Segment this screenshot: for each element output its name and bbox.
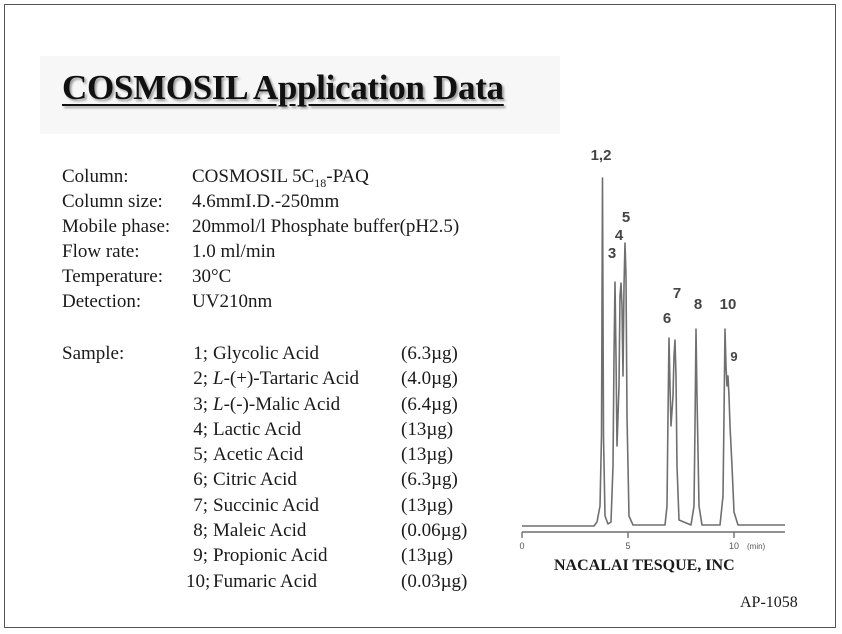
column-name: COSMOSIL 5C [192, 166, 315, 187]
condition-row-mobile-phase [62, 214, 459, 239]
condition-row-temperature [62, 264, 459, 289]
sample-name [208, 366, 401, 391]
sample-label: Sample: [62, 343, 125, 364]
condition-row-detection [62, 289, 459, 314]
sample-number: 8; [193, 520, 208, 542]
sample-row [186, 467, 467, 492]
sample-row [186, 569, 467, 594]
sample-name: Propionic Acid [213, 545, 328, 567]
sample-number: 6; [193, 469, 208, 491]
chromatogram [510, 136, 800, 556]
condition-value: 30°C [192, 266, 232, 287]
condition-label: Column size: [62, 191, 163, 212]
sample-amount: (6.3µg) [401, 343, 458, 364]
sample-number: 2; [193, 368, 208, 390]
sample-amount: (0.06µg) [401, 520, 468, 542]
isomer-prefix: L [213, 368, 224, 390]
condition-label: Column: [62, 166, 129, 187]
sample-row [186, 442, 467, 467]
sample-number: 3; [193, 393, 208, 415]
sample-name: Glycolic Acid [213, 343, 320, 364]
sample-name-rest: -(-)-Malic Acid [223, 393, 341, 415]
sample-amount: (4.0µg) [401, 368, 458, 390]
sample-number: 4; [193, 418, 208, 440]
sample-name [208, 392, 401, 417]
sample-number: 10; [186, 570, 211, 592]
x-tick-label-0: 0 [519, 541, 525, 551]
sample-row [186, 417, 467, 442]
peak-label-4: 4 [614, 227, 624, 244]
x-tick-label-10: 10 [728, 541, 740, 551]
sample-name: Maleic Acid [213, 520, 307, 542]
sample-amount: (0.03µg) [401, 570, 468, 592]
peak-label-6: 6 [662, 310, 672, 327]
condition-value: 1.0 ml/min [192, 241, 276, 262]
condition-value [192, 164, 369, 189]
company-name: NACALAI TESQUE, INC [554, 557, 735, 574]
sample-name: Succinic Acid [213, 494, 320, 516]
peak-label-8: 8 [693, 296, 703, 313]
condition-label: Mobile phase: [62, 216, 171, 237]
sample-amount: (13µg) [401, 418, 454, 440]
sample-name-rest: -(+)-Tartaric Acid [223, 368, 360, 390]
condition-row-flow-rate [62, 239, 459, 264]
column-subscript: 18 [314, 175, 327, 190]
peak-label-7: 7 [672, 285, 682, 302]
conditions-list [62, 164, 459, 314]
peak-label-5: 5 [621, 209, 631, 226]
x-axis-unit: (min) [747, 542, 766, 551]
condition-value: 4.6mmI.D.-250mm [192, 191, 340, 212]
sample-number: 7; [193, 494, 208, 516]
condition-row-column-size [62, 189, 459, 214]
sample-amount: (13µg) [401, 545, 454, 567]
peak-label-3: 3 [607, 245, 617, 262]
sample-row [186, 518, 467, 543]
sample-name: Lactic Acid [213, 418, 302, 440]
peak-label-10: 10 [719, 296, 737, 313]
column-suffix: -PAQ [326, 166, 369, 187]
sample-name: Citric Acid [213, 469, 297, 491]
condition-label: Temperature: [62, 266, 164, 287]
condition-row-column [62, 164, 459, 189]
condition-value: 20mmol/l Phosphate buffer(pH2.5) [192, 216, 460, 237]
sample-row [186, 341, 467, 366]
sample-number: 9; [193, 545, 208, 567]
sample-number: 1; [193, 343, 208, 364]
peak-label-9: 9 [730, 349, 738, 364]
sample-number: 5; [193, 444, 208, 466]
sample-row [186, 543, 467, 568]
sample-row [186, 392, 467, 417]
isomer-prefix: L [213, 393, 224, 415]
sample-amount: (6.4µg) [401, 393, 458, 415]
peak-label-1-2: 1,2 [590, 147, 612, 164]
sample-list [186, 341, 467, 594]
condition-label: Flow rate: [62, 241, 140, 262]
sample-amount: (13µg) [401, 494, 454, 516]
condition-value: UV210nm [192, 291, 273, 312]
sample-name: Fumaric Acid [213, 570, 317, 592]
sample-amount: (13µg) [401, 444, 454, 466]
chromatogram-background [510, 136, 800, 556]
condition-label: Detection: [62, 291, 142, 312]
document-code: AP-1058 [740, 594, 798, 611]
sample-row [186, 493, 467, 518]
x-tick-label-5: 5 [625, 541, 631, 551]
page-title: COSMOSIL Application Data [62, 68, 504, 107]
sample-row [186, 366, 467, 391]
sample-amount: (6.3µg) [401, 469, 458, 491]
sample-name: Acetic Acid [213, 444, 304, 466]
